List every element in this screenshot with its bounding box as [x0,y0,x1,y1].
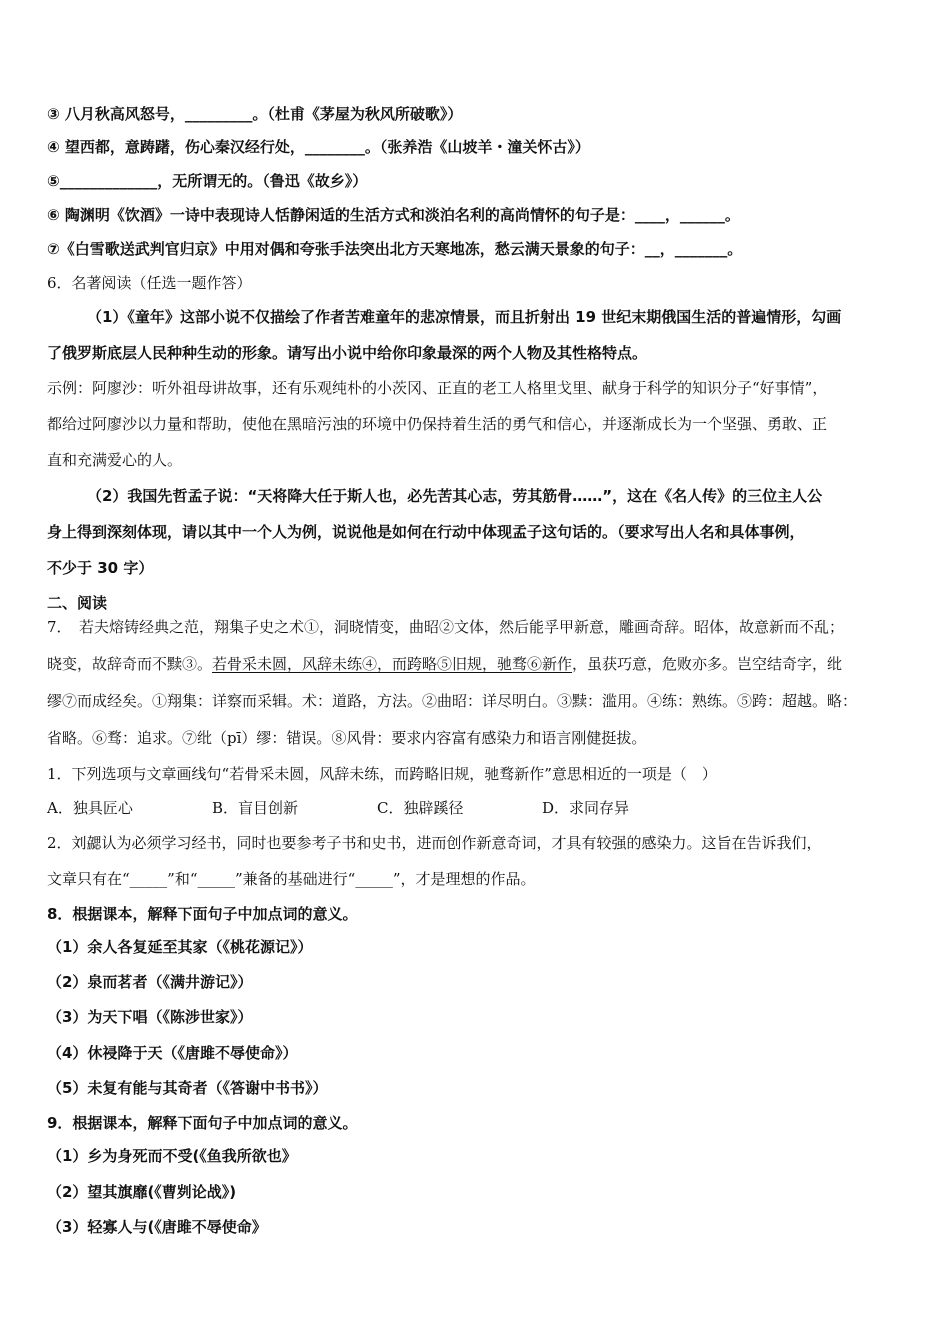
section-reading-heading: 二、阅读 [47,594,108,612]
q9-item-3: （3）轻寡人与(《唐雎不辱使命》 [47,1218,267,1236]
q8-item-4: （4）休祲降于天（《唐雎不辱使命》） [47,1044,298,1062]
q7-sub1-question: 1．下列选项与文章画线句“若骨采未圆，风辞未练，而跨略旧规，驰骛新作”意思相近的一项是（ ） [47,765,717,783]
q8-item-2: （2）泉而茗者（《满井游记》） [47,973,253,991]
q7-passage-line3: 缪⑦而成经矣。①翔集：详察而采辑。术：道路，方法。②曲昭：详尽明白。③黩：滥用。④练：熟练。⑤跨：超越。略： [47,692,858,710]
poem-line-3: ③ 八月秋高风怒号，_________。（杜甫《茅屋为秋风所破歌》） [47,105,463,123]
poem-line-6: ⑥ 陶渊明《饮酒》一诗中表现诗人恬静闲适的生活方式和淡泊名利的高尚情怀的句子是：____，______。 [47,206,740,224]
q6-example-line3: 直和充满爱心的人。 [47,451,183,469]
q8-item-5: （5）未复有能与其奇者（《答谢中书书》） [47,1079,328,1097]
q7-sub2-line2: 文章只有在“_____”和“_____”兼备的基础进行“_____”，才是理想的作品。 [47,870,536,888]
q6-p1-line2: 了俄罗斯底层人民种种生动的形象。请写出小说中给你印象最深的两个人物及其性格特点。 [47,344,648,362]
q9-heading: 9．根据课本，解释下面句子中加点词的意义。 [47,1114,358,1132]
poem-line-4: ④ 望西都，意踌躇，伤心秦汉经行处，________。（张养浩《山坡羊・潼关怀古》） [47,138,590,156]
poem-line-5: ⑤_____________，无所谓无的。（鲁迅《故乡》） [47,172,368,190]
q7-sub2-line1: 2．刘勰认为必须学习经书，同时也要参考子书和史书，进而创作新意奇词，才具有较强的感染力。这旨在告诉我们， [47,834,822,852]
q8-item-3: （3）为天下唱（《陈涉世家》） [47,1008,253,1026]
q6-p1-line1: （1）《童年》这部小说不仅描绘了作者苦难童年的悲凉情景，而且折射出 19 世纪末期俄国生活的普遍情形，勾画 [87,308,842,326]
q7-passage-line1: 7． 若夫熔铸经典之范，翔集子史之术①，洞晓情变，曲昭②文体，然后能孚甲新意，雕画奇辞。昭体，故意新而不乱； [47,618,845,636]
option-d[interactable]: D．求同存异 [542,799,630,817]
q6-example-line1: 示例：阿廖沙：听外祖母讲故事，还有乐观纯朴的小茨冈、正直的老工人格里戈里、献身于科学的知识分子“好事情”， [47,379,828,397]
option-c[interactable]: C．独辟蹊径 [377,799,464,817]
q6-heading: 6．名著阅读（任选一题作答） [47,274,252,292]
q6-example-line2: 都给过阿廖沙以力量和帮助，使他在黑暗污浊的环境中仍保持着生活的勇气和信心，并逐渐成长为一个坚强、勇敢、正 [47,415,828,433]
q6-p2-line1: （2）我国先哲孟子说：“天将降大任于斯人也，必先苦其心志，劳其筋骨……”，这在《名人传》的三位主人公 [87,487,823,505]
q6-p2-line3: 不少于 30 字） [47,559,154,577]
q7-passage-line2-start: 晓变，故辞奇而不黩③。 [47,655,213,673]
q8-heading: 8．根据课本，解释下面句子中加点词的意义。 [47,905,358,923]
q6-p2-line2: 身上得到深刻体现，请以其中一个人为例，说说他是如何在行动中体现孟子这句话的。（要求写出人名和具体事例， [47,523,805,541]
option-a[interactable]: A．独具匠心 [47,799,133,817]
q7-passage-line2-end: ，虽获巧意，危败亦多。岂空结奇字，纰 [572,655,843,673]
q8-item-1: （1）余人各复延至其家（《桃花源记》） [47,938,313,956]
poem-line-7: ⑦《白雪歌送武判官归京》中用对偶和夸张手法突出北方天寒地冻，愁云满天景象的句子：__，_______。 [47,240,743,258]
q9-item-1: （1）乡为身死而不受(《鱼我所欲也》 [47,1147,297,1165]
q7-sub1-options [47,798,667,818]
q7-underlined-sentence: 若骨采未圆，风辞未练④，而跨略⑤旧规，驰骛⑥新作 [212,655,573,673]
q7-passage-line4: 省略。⑥骛：追求。⑦纰（pī）缪：错误。⑧风骨：要求内容富有感染力和语言刚健挺拔。 [47,729,647,747]
option-b[interactable]: B．盲目创新 [212,799,299,817]
q7-passage-line2 [47,654,842,674]
q9-item-2: （2）望其旗靡(《曹刿论战》) [47,1183,237,1201]
